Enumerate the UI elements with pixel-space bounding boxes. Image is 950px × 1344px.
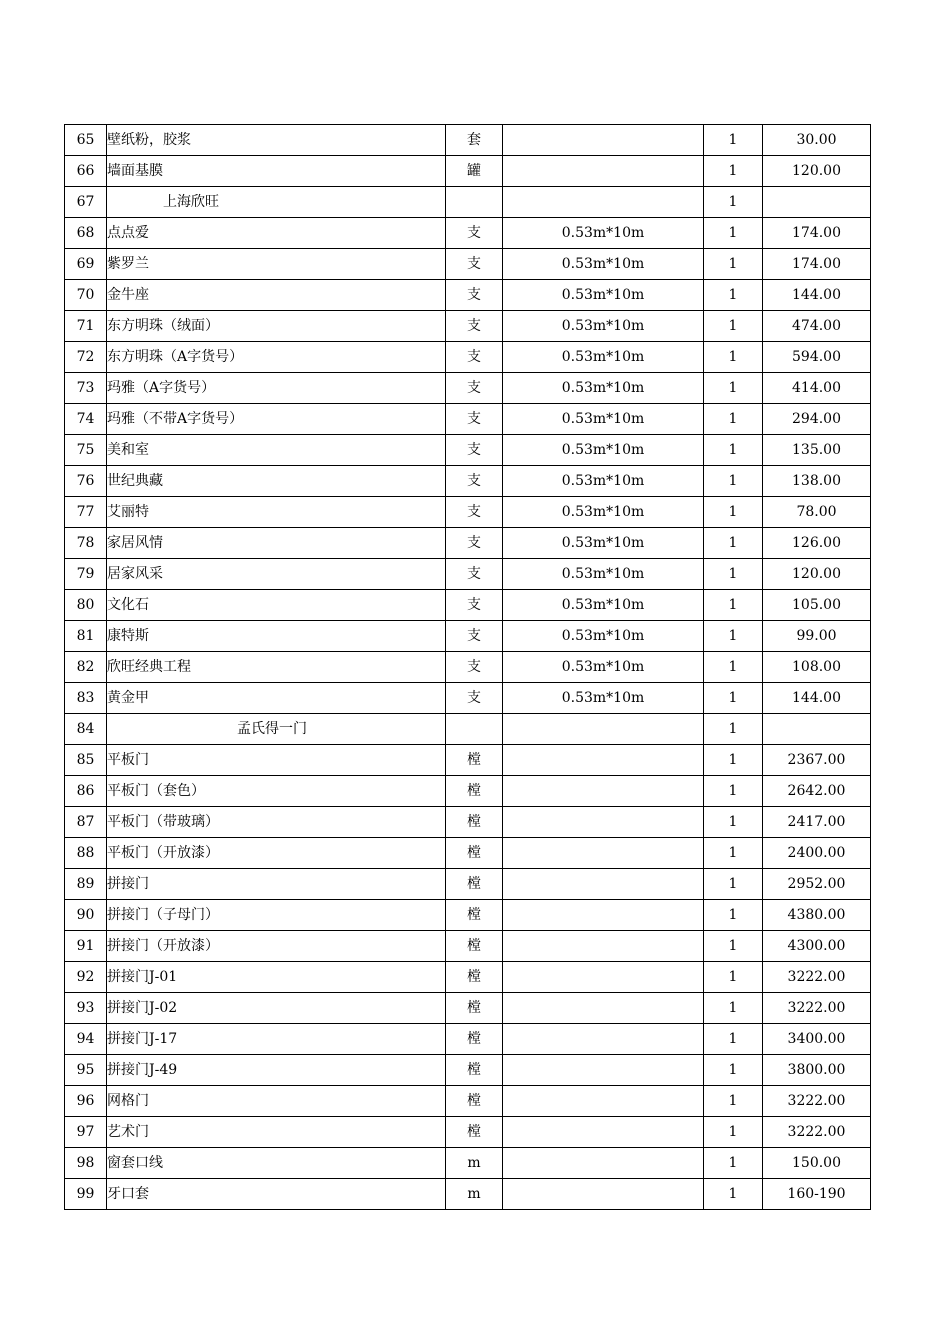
quantity-cell: 1 (704, 218, 763, 249)
row-number-cell: 94 (65, 1024, 107, 1055)
price-cell: 160-190 (763, 1179, 871, 1210)
unit-cell: 支 (446, 652, 503, 683)
spec-cell (503, 1148, 704, 1179)
section-heading-text: 孟氏得一门 (237, 721, 307, 737)
table-row (65, 311, 871, 342)
spec-cell: 0.53m*10m (503, 466, 704, 497)
table-row (65, 1086, 871, 1117)
quantity-cell: 1 (704, 404, 763, 435)
spec-cell: 0.53m*10m (503, 435, 704, 466)
price-cell: 120.00 (763, 559, 871, 590)
row-number-cell: 88 (65, 838, 107, 869)
row-number-cell: 71 (65, 311, 107, 342)
spec-cell (503, 869, 704, 900)
table-row (65, 776, 871, 807)
price-cell: 144.00 (763, 683, 871, 714)
spec-cell (503, 1055, 704, 1086)
quantity-cell: 1 (704, 683, 763, 714)
spec-cell (503, 900, 704, 931)
row-number-cell: 96 (65, 1086, 107, 1117)
quantity-cell: 1 (704, 373, 763, 404)
spec-cell (503, 1179, 704, 1210)
spec-cell: 0.53m*10m (503, 249, 704, 280)
quantity-cell: 1 (704, 280, 763, 311)
row-number-cell: 76 (65, 466, 107, 497)
item-name-cell: 拼接门 (107, 869, 446, 900)
price-cell: 3222.00 (763, 1117, 871, 1148)
quantity-cell: 1 (704, 714, 763, 745)
item-name-cell: 美和室 (107, 435, 446, 466)
spec-cell (503, 807, 704, 838)
price-cell: 3222.00 (763, 993, 871, 1024)
unit-cell: 支 (446, 342, 503, 373)
item-name-cell: 玛雅（A字货号） (107, 373, 446, 404)
spec-cell (503, 156, 704, 187)
spec-cell (503, 187, 704, 218)
quantity-cell: 1 (704, 900, 763, 931)
unit-cell: 支 (446, 497, 503, 528)
table-row (65, 125, 871, 156)
price-cell: 78.00 (763, 497, 871, 528)
price-cell (763, 714, 871, 745)
item-name-cell: 拼接门J-02 (107, 993, 446, 1024)
quantity-cell: 1 (704, 125, 763, 156)
item-name-cell: 康特斯 (107, 621, 446, 652)
spec-cell: 0.53m*10m (503, 590, 704, 621)
row-number-cell: 80 (65, 590, 107, 621)
item-name-cell: 拼接门（子母门） (107, 900, 446, 931)
price-cell: 135.00 (763, 435, 871, 466)
table-row (65, 156, 871, 187)
table-row (65, 1024, 871, 1055)
row-number-cell: 83 (65, 683, 107, 714)
item-name-cell: 牙口套 (107, 1179, 446, 1210)
spec-cell (503, 962, 704, 993)
unit-cell: 支 (446, 528, 503, 559)
row-number-cell: 86 (65, 776, 107, 807)
spec-cell: 0.53m*10m (503, 621, 704, 652)
unit-cell: 支 (446, 559, 503, 590)
price-cell: 105.00 (763, 590, 871, 621)
price-cell: 3800.00 (763, 1055, 871, 1086)
unit-cell: m (446, 1179, 503, 1210)
spec-cell: 0.53m*10m (503, 342, 704, 373)
table-row (65, 714, 871, 745)
unit-cell: 罐 (446, 156, 503, 187)
spec-cell (503, 125, 704, 156)
table-row (65, 993, 871, 1024)
row-number-cell: 89 (65, 869, 107, 900)
item-name-cell: 平板门（带玻璃） (107, 807, 446, 838)
row-number-cell: 75 (65, 435, 107, 466)
row-number-cell: 99 (65, 1179, 107, 1210)
quantity-cell: 1 (704, 1179, 763, 1210)
row-number-cell: 95 (65, 1055, 107, 1086)
spec-cell (503, 1024, 704, 1055)
quantity-cell: 1 (704, 342, 763, 373)
unit-cell: 樘 (446, 745, 503, 776)
row-number-cell: 69 (65, 249, 107, 280)
table-row (65, 683, 871, 714)
item-name-cell: 窗套口线 (107, 1148, 446, 1179)
item-name-cell: 世纪典藏 (107, 466, 446, 497)
spec-cell: 0.53m*10m (503, 497, 704, 528)
row-number-cell: 92 (65, 962, 107, 993)
table-row (65, 838, 871, 869)
item-name-cell: 居家风采 (107, 559, 446, 590)
price-cell: 174.00 (763, 218, 871, 249)
quantity-cell: 1 (704, 187, 763, 218)
unit-cell: 樘 (446, 962, 503, 993)
item-name-cell: 欣旺经典工程 (107, 652, 446, 683)
quantity-cell: 1 (704, 156, 763, 187)
quantity-cell: 1 (704, 1055, 763, 1086)
unit-cell: 支 (446, 373, 503, 404)
price-cell: 3400.00 (763, 1024, 871, 1055)
unit-cell: 樘 (446, 1024, 503, 1055)
row-number-cell: 68 (65, 218, 107, 249)
quantity-cell: 1 (704, 621, 763, 652)
quantity-cell: 1 (704, 807, 763, 838)
spec-cell: 0.53m*10m (503, 528, 704, 559)
unit-cell: 支 (446, 435, 503, 466)
section-heading-text: 上海欣旺 (163, 194, 219, 210)
table-body (65, 125, 871, 1210)
item-name-cell: 壁纸粉，胶浆 (107, 125, 446, 156)
row-number-cell: 93 (65, 993, 107, 1024)
row-number-cell: 97 (65, 1117, 107, 1148)
table-row (65, 590, 871, 621)
item-name-cell: 网格门 (107, 1086, 446, 1117)
row-number-cell: 87 (65, 807, 107, 838)
price-cell: 2400.00 (763, 838, 871, 869)
table-row (65, 900, 871, 931)
item-name-cell: 玛雅（不带A字货号） (107, 404, 446, 435)
table-row (65, 528, 871, 559)
price-cell: 294.00 (763, 404, 871, 435)
quantity-cell: 1 (704, 962, 763, 993)
spec-cell (503, 745, 704, 776)
table-row (65, 497, 871, 528)
table-row (65, 1117, 871, 1148)
table-row (65, 745, 871, 776)
item-name-cell: 家居风情 (107, 528, 446, 559)
row-number-cell: 74 (65, 404, 107, 435)
quantity-cell: 1 (704, 1117, 763, 1148)
price-cell: 144.00 (763, 280, 871, 311)
price-cell: 2642.00 (763, 776, 871, 807)
table-row (65, 807, 871, 838)
unit-cell: 樘 (446, 931, 503, 962)
unit-cell (446, 187, 503, 218)
row-number-cell: 79 (65, 559, 107, 590)
item-name-cell: 金牛座 (107, 280, 446, 311)
unit-cell: 支 (446, 249, 503, 280)
unit-cell: 支 (446, 621, 503, 652)
row-number-cell: 98 (65, 1148, 107, 1179)
unit-cell: 樘 (446, 1086, 503, 1117)
item-name-cell: 艾丽特 (107, 497, 446, 528)
quantity-cell: 1 (704, 931, 763, 962)
row-number-cell: 85 (65, 745, 107, 776)
price-cell: 414.00 (763, 373, 871, 404)
spec-cell (503, 838, 704, 869)
table-row (65, 1179, 871, 1210)
unit-cell: 支 (446, 280, 503, 311)
quantity-cell: 1 (704, 1024, 763, 1055)
price-cell: 2417.00 (763, 807, 871, 838)
unit-cell: 支 (446, 311, 503, 342)
quantity-cell: 1 (704, 528, 763, 559)
table-row (65, 435, 871, 466)
price-cell: 174.00 (763, 249, 871, 280)
row-number-cell: 91 (65, 931, 107, 962)
quantity-cell: 1 (704, 776, 763, 807)
price-table (64, 124, 871, 1210)
price-cell: 120.00 (763, 156, 871, 187)
price-cell: 150.00 (763, 1148, 871, 1179)
item-name-cell: 平板门 (107, 745, 446, 776)
spec-cell: 0.53m*10m (503, 311, 704, 342)
table-row (65, 962, 871, 993)
unit-cell: 支 (446, 466, 503, 497)
item-name-cell: 东方明珠（绒面） (107, 311, 446, 342)
item-name-cell: 紫罗兰 (107, 249, 446, 280)
row-number-cell: 67 (65, 187, 107, 218)
table-row (65, 621, 871, 652)
item-name-cell: 拼接门J-49 (107, 1055, 446, 1086)
item-name-cell: 点点爱 (107, 218, 446, 249)
item-name-cell: 艺术门 (107, 1117, 446, 1148)
item-name-cell: 平板门（开放漆） (107, 838, 446, 869)
price-cell: 126.00 (763, 528, 871, 559)
price-cell: 474.00 (763, 311, 871, 342)
quantity-cell: 1 (704, 466, 763, 497)
table-row (65, 466, 871, 497)
unit-cell: 樘 (446, 869, 503, 900)
spec-cell: 0.53m*10m (503, 683, 704, 714)
unit-cell: 支 (446, 404, 503, 435)
item-name-cell: 东方明珠（A字货号） (107, 342, 446, 373)
quantity-cell: 1 (704, 1086, 763, 1117)
price-cell: 4380.00 (763, 900, 871, 931)
row-number-cell: 84 (65, 714, 107, 745)
price-cell: 3222.00 (763, 1086, 871, 1117)
row-number-cell: 72 (65, 342, 107, 373)
unit-cell: 樘 (446, 1055, 503, 1086)
spec-cell: 0.53m*10m (503, 404, 704, 435)
quantity-cell: 1 (704, 435, 763, 466)
price-cell: 30.00 (763, 125, 871, 156)
table-row (65, 931, 871, 962)
row-number-cell: 78 (65, 528, 107, 559)
unit-cell: 樘 (446, 776, 503, 807)
section-heading-cell (107, 714, 446, 745)
table-row (65, 342, 871, 373)
quantity-cell: 1 (704, 869, 763, 900)
item-name-cell: 拼接门J-01 (107, 962, 446, 993)
table-row (65, 1148, 871, 1179)
row-number-cell: 65 (65, 125, 107, 156)
quantity-cell: 1 (704, 745, 763, 776)
quantity-cell: 1 (704, 1148, 763, 1179)
quantity-cell: 1 (704, 652, 763, 683)
price-cell: 2367.00 (763, 745, 871, 776)
spec-cell (503, 1086, 704, 1117)
table-row (65, 404, 871, 435)
unit-cell: 樘 (446, 838, 503, 869)
row-number-cell: 73 (65, 373, 107, 404)
section-heading-cell (107, 187, 446, 218)
table-row (65, 280, 871, 311)
unit-cell: 支 (446, 683, 503, 714)
spec-cell: 0.53m*10m (503, 652, 704, 683)
row-number-cell: 81 (65, 621, 107, 652)
quantity-cell: 1 (704, 590, 763, 621)
item-name-cell: 平板门（套色） (107, 776, 446, 807)
price-cell: 2952.00 (763, 869, 871, 900)
row-number-cell: 70 (65, 280, 107, 311)
table-row (65, 249, 871, 280)
item-name-cell: 墙面基膜 (107, 156, 446, 187)
item-name-cell: 拼接门J-17 (107, 1024, 446, 1055)
price-cell (763, 187, 871, 218)
spec-cell: 0.53m*10m (503, 559, 704, 590)
table-row (65, 869, 871, 900)
price-cell: 99.00 (763, 621, 871, 652)
unit-cell: 樘 (446, 1117, 503, 1148)
unit-cell (446, 714, 503, 745)
price-cell: 3222.00 (763, 962, 871, 993)
spec-cell (503, 993, 704, 1024)
row-number-cell: 82 (65, 652, 107, 683)
price-cell: 4300.00 (763, 931, 871, 962)
table-row (65, 652, 871, 683)
spec-cell (503, 1117, 704, 1148)
row-number-cell: 66 (65, 156, 107, 187)
spec-cell (503, 931, 704, 962)
quantity-cell: 1 (704, 838, 763, 869)
unit-cell: m (446, 1148, 503, 1179)
table-row (65, 1055, 871, 1086)
quantity-cell: 1 (704, 497, 763, 528)
table-row (65, 218, 871, 249)
item-name-cell: 拼接门（开放漆） (107, 931, 446, 962)
quantity-cell: 1 (704, 311, 763, 342)
unit-cell: 支 (446, 590, 503, 621)
unit-cell: 樘 (446, 993, 503, 1024)
spec-cell (503, 776, 704, 807)
price-cell: 594.00 (763, 342, 871, 373)
unit-cell: 樘 (446, 900, 503, 931)
quantity-cell: 1 (704, 559, 763, 590)
spec-cell: 0.53m*10m (503, 218, 704, 249)
item-name-cell: 黄金甲 (107, 683, 446, 714)
spec-cell: 0.53m*10m (503, 373, 704, 404)
row-number-cell: 90 (65, 900, 107, 931)
unit-cell: 樘 (446, 807, 503, 838)
spec-cell: 0.53m*10m (503, 280, 704, 311)
table-row (65, 187, 871, 218)
unit-cell: 支 (446, 218, 503, 249)
quantity-cell: 1 (704, 249, 763, 280)
row-number-cell: 77 (65, 497, 107, 528)
quantity-cell: 1 (704, 993, 763, 1024)
price-cell: 108.00 (763, 652, 871, 683)
unit-cell: 套 (446, 125, 503, 156)
table-row (65, 559, 871, 590)
item-name-cell: 文化石 (107, 590, 446, 621)
price-cell: 138.00 (763, 466, 871, 497)
table-row (65, 373, 871, 404)
spec-cell (503, 714, 704, 745)
